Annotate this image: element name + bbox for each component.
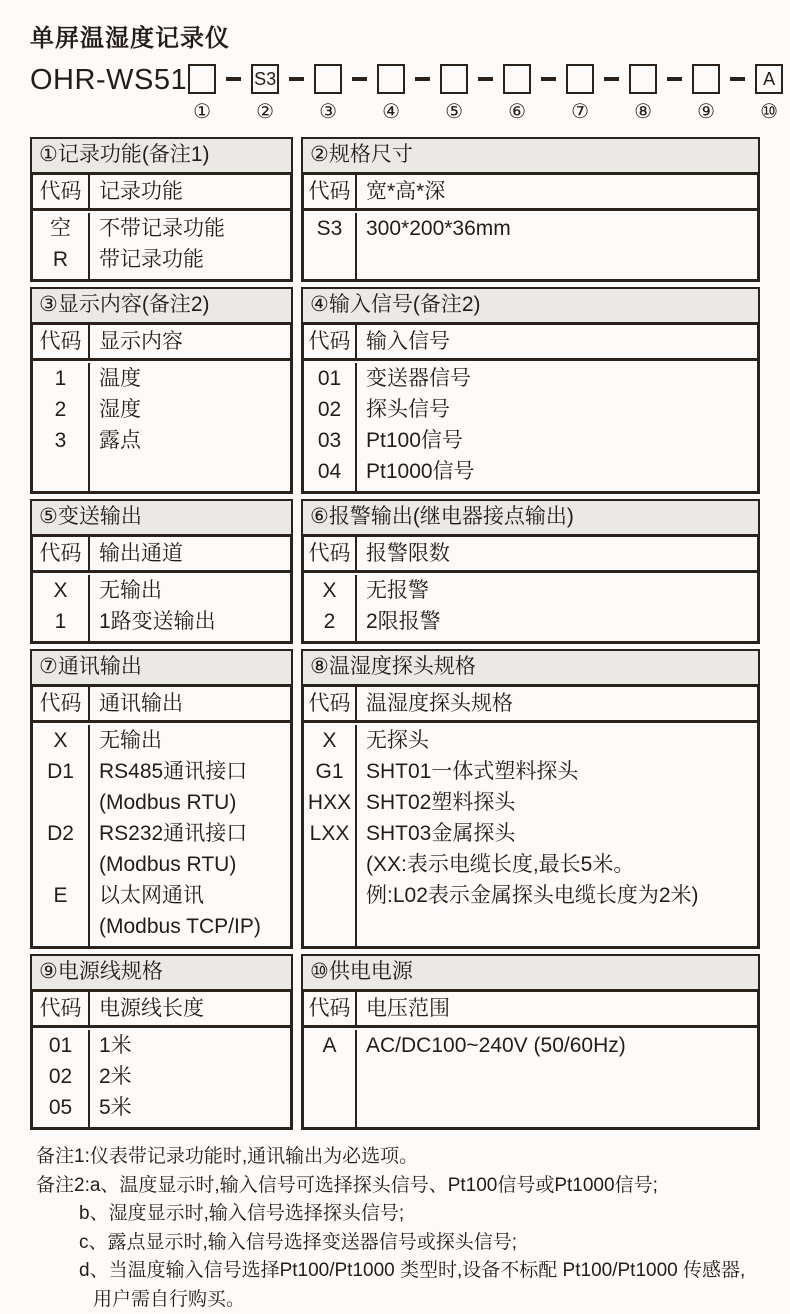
spec-section-2 (30, 287, 760, 494)
table-row (33, 213, 290, 244)
section-table (30, 175, 293, 282)
table-row (33, 818, 290, 880)
table-filler (33, 942, 290, 946)
row-code: 2 (33, 394, 90, 425)
filler-code (33, 1123, 90, 1127)
filler-code (304, 244, 357, 279)
table-body (304, 1028, 757, 1127)
model-slot-9 (692, 64, 720, 123)
desc-line: RS232通讯接口 (90, 818, 290, 849)
filler-code (304, 637, 357, 641)
desc-line: 以太网通讯 (90, 880, 290, 911)
row-code: 02 (304, 394, 357, 425)
desc-line: SHT03金属探头 (357, 818, 757, 849)
section-title: ⑨电源线规格 (30, 954, 293, 992)
row-code: 02 (33, 1061, 90, 1092)
code-column-header: 代码 (304, 325, 357, 358)
desc-line: (Modbus RTU) (90, 849, 290, 880)
table-filler (304, 1061, 757, 1127)
section-table (301, 175, 760, 282)
label-column-header: 温湿度探头规格 (357, 687, 757, 720)
code-column-header: 代码 (33, 175, 90, 208)
row-code: X (33, 575, 90, 606)
table-row (33, 1092, 290, 1123)
row-code: LXX (304, 818, 357, 911)
desc-line: SHT01一体式塑料探头 (357, 756, 757, 787)
label-column-header: 通讯输出 (90, 687, 290, 720)
label-column-header: 记录功能 (90, 175, 290, 208)
row-code: 05 (33, 1092, 90, 1123)
spec-section-1 (30, 137, 760, 282)
filler-desc (357, 637, 757, 641)
table-filler (33, 275, 290, 279)
row-desc (357, 725, 757, 756)
table-row (304, 363, 757, 394)
model-slot-number: ③ (319, 101, 337, 123)
dash-separator (289, 77, 304, 81)
model-slot-box (377, 64, 405, 94)
row-code: S3 (304, 213, 357, 244)
model-slot-box (692, 64, 720, 94)
row-desc (357, 425, 757, 456)
spec-half-left (30, 954, 293, 1130)
desc-line: 无输出 (90, 725, 290, 756)
section-table (30, 992, 293, 1130)
row-desc (90, 213, 290, 244)
column-header-row (33, 687, 290, 723)
row-code: X (33, 725, 90, 756)
desc-line: 300*200*36mm (357, 213, 757, 244)
row-code: 1 (33, 606, 90, 637)
section-title: ⑧温湿度探头规格 (301, 649, 760, 687)
dash-separator (667, 77, 682, 81)
model-slots (187, 64, 788, 123)
section-title: ⑤变送输出 (30, 499, 293, 537)
model-slot-box (314, 64, 342, 94)
row-desc (90, 606, 290, 637)
section-table (30, 325, 293, 494)
desc-line: 无输出 (90, 575, 290, 606)
table-body (33, 723, 290, 946)
desc-line: 2米 (90, 1061, 290, 1092)
row-desc (357, 818, 757, 911)
note-line-5: d、当温度输入信号选择Pt100/Pt1000 类型时,设备不标配 Pt100/Pt1000 传感器, (30, 1257, 762, 1286)
code-column-header: 代码 (304, 687, 357, 720)
filler-code (304, 911, 357, 946)
row-code: 04 (304, 456, 357, 487)
desc-line: 湿度 (90, 394, 290, 425)
desc-line: Pt100信号 (357, 425, 757, 456)
model-slot-number: ⑩ (760, 101, 778, 123)
row-code: A (304, 1030, 357, 1061)
desc-line: (XX:表示电缆长度,最长5米。 (357, 849, 757, 880)
desc-line: (Modbus TCP/IP) (90, 911, 290, 942)
table-body (304, 723, 757, 946)
table-row (304, 1030, 757, 1061)
section-title: ②规格尺寸 (301, 137, 760, 175)
table-filler (304, 637, 757, 641)
model-slot-10 (755, 64, 783, 123)
desc-line: AC/DC100~240V (50/60Hz) (357, 1030, 757, 1061)
model-code-line (30, 64, 762, 128)
row-code: HXX (304, 787, 357, 818)
note-line-3: b、湿度显示时,输入信号选择探头信号; (30, 1200, 762, 1229)
code-column-header: 代码 (33, 325, 90, 358)
filler-desc (90, 1123, 290, 1127)
desc-line: 例:L02表示金属探头电缆长度为2米) (357, 880, 757, 911)
row-desc (90, 1030, 290, 1061)
model-slot-number: ⑤ (445, 101, 463, 123)
row-desc (357, 787, 757, 818)
model-slot-8 (629, 64, 657, 123)
row-code: X (304, 575, 357, 606)
row-code: 1 (33, 363, 90, 394)
spec-half-left (30, 287, 293, 494)
table-body (33, 211, 290, 279)
table-body (33, 1028, 290, 1127)
table-row (33, 725, 290, 756)
column-header-row (304, 992, 757, 1028)
row-desc (357, 394, 757, 425)
row-code: R (33, 244, 90, 275)
section-table (301, 537, 760, 644)
model-slot-box (629, 64, 657, 94)
filler-code (33, 456, 90, 491)
label-column-header: 电源线长度 (90, 992, 290, 1025)
desc-line: 无报警 (357, 575, 757, 606)
table-filler (304, 487, 757, 491)
model-slot-box: A (755, 64, 783, 94)
row-code: 01 (33, 1030, 90, 1061)
table-row (33, 606, 290, 637)
model-slot-box (188, 64, 216, 94)
table-row (304, 425, 757, 456)
row-code: D2 (33, 818, 90, 880)
column-header-row (33, 992, 290, 1028)
table-filler (33, 1123, 290, 1127)
table-body (304, 573, 757, 641)
dash-separator (352, 77, 367, 81)
desc-line: 1米 (90, 1030, 290, 1061)
table-row (33, 1061, 290, 1092)
spec-half-left (30, 137, 293, 282)
table-row (33, 756, 290, 818)
spec-section-4 (30, 649, 760, 949)
row-desc (357, 363, 757, 394)
desc-line: 无探头 (357, 725, 757, 756)
dash-separator (730, 77, 745, 81)
section-title: ③显示内容(备注2) (30, 287, 293, 325)
model-slot-number: ④ (382, 101, 400, 123)
row-code: G1 (304, 756, 357, 787)
desc-line: 不带记录功能 (90, 213, 290, 244)
desc-line: 探头信号 (357, 394, 757, 425)
filler-code (33, 942, 90, 946)
filler-code (33, 275, 90, 279)
desc-line: 2限报警 (357, 606, 757, 637)
note-line-4: c、露点显示时,输入信号选择变送器信号或探头信号; (30, 1229, 762, 1258)
filler-desc (90, 456, 290, 491)
table-row (33, 880, 290, 942)
filler-code (33, 637, 90, 641)
row-desc (90, 425, 290, 456)
table-filler (33, 456, 290, 491)
page-title: 单屏温湿度记录仪 (30, 18, 762, 53)
table-body (33, 361, 290, 491)
table-row (33, 575, 290, 606)
table-row (304, 756, 757, 787)
table-row (33, 425, 290, 456)
filler-desc (357, 487, 757, 491)
model-slot-1 (188, 64, 216, 123)
row-desc (90, 575, 290, 606)
row-desc (357, 456, 757, 487)
spec-section-3 (30, 499, 760, 644)
row-code: 3 (33, 425, 90, 456)
label-column-header: 显示内容 (90, 325, 290, 358)
table-row (33, 244, 290, 275)
desc-line: Pt1000信号 (357, 456, 757, 487)
column-header-row (33, 325, 290, 361)
spec-half-right (301, 287, 760, 494)
spec-half-left (30, 649, 293, 949)
row-desc (90, 363, 290, 394)
row-desc (357, 1030, 757, 1061)
table-row (304, 213, 757, 244)
column-header-row (304, 175, 757, 211)
model-slot-box: S3 (251, 64, 279, 94)
code-column-header: 代码 (33, 687, 90, 720)
row-code: E (33, 880, 90, 942)
row-desc (357, 756, 757, 787)
row-code: X (304, 725, 357, 756)
filler-code (304, 1061, 357, 1127)
table-body (304, 361, 757, 491)
code-column-header: 代码 (33, 992, 90, 1025)
table-row (304, 575, 757, 606)
model-slot-number: ⑥ (508, 101, 526, 123)
table-filler (304, 911, 757, 946)
code-column-header: 代码 (304, 992, 357, 1025)
table-filler (33, 637, 290, 641)
model-slot-number: ② (256, 101, 274, 123)
spec-half-left (30, 499, 293, 644)
section-title: ⑥报警输出(继电器接点输出) (301, 499, 760, 537)
row-desc (357, 575, 757, 606)
model-slot-3 (314, 64, 342, 123)
model-slot-box (503, 64, 531, 94)
spec-sections (30, 137, 760, 1130)
row-desc (90, 756, 290, 818)
table-row (304, 725, 757, 756)
section-table (30, 537, 293, 644)
dash-separator (415, 77, 430, 81)
model-slot-7 (566, 64, 594, 123)
desc-line: 5米 (90, 1092, 290, 1123)
row-code: 2 (304, 606, 357, 637)
model-prefix: OHR-WS51 (30, 64, 187, 97)
row-desc (357, 606, 757, 637)
table-row (304, 787, 757, 818)
desc-line: SHT02塑料探头 (357, 787, 757, 818)
note-line-1: 备注1:仪表带记录功能时,通讯输出为必选项。 (30, 1143, 762, 1172)
table-row (33, 1030, 290, 1061)
section-title: ④输入信号(备注2) (301, 287, 760, 325)
column-header-row (33, 537, 290, 573)
section-title: ⑦通讯输出 (30, 649, 293, 687)
filler-desc (357, 911, 757, 946)
spec-half-right (301, 954, 760, 1130)
dash-separator (226, 77, 241, 81)
spec-half-right (301, 649, 760, 949)
row-code: 01 (304, 363, 357, 394)
label-column-header: 报警限数 (357, 537, 757, 570)
model-slot-4 (377, 64, 405, 123)
section-table (301, 687, 760, 949)
notes (30, 1143, 762, 1314)
desc-line: (Modbus RTU) (90, 787, 290, 818)
row-code: D1 (33, 756, 90, 818)
table-row (304, 394, 757, 425)
table-body (304, 211, 757, 279)
label-column-header: 宽*高*深 (357, 175, 757, 208)
table-filler (304, 244, 757, 279)
table-row (33, 363, 290, 394)
model-slot-box (440, 64, 468, 94)
dash-separator (478, 77, 493, 81)
filler-code (304, 487, 357, 491)
model-slot-2 (251, 64, 279, 123)
table-row (33, 394, 290, 425)
desc-line: 露点 (90, 425, 290, 456)
label-column-header: 电压范围 (357, 992, 757, 1025)
desc-line: 带记录功能 (90, 244, 290, 275)
row-desc (90, 1061, 290, 1092)
model-slot-6 (503, 64, 531, 123)
row-desc (90, 880, 290, 942)
model-slot-number: ⑧ (634, 101, 652, 123)
model-slot-number: ⑦ (571, 101, 589, 123)
column-header-row (33, 175, 290, 211)
table-body (33, 573, 290, 641)
section-title: ⑩供电电源 (301, 954, 760, 992)
model-slot-number: ① (193, 101, 211, 123)
note-line-6: 用户需自行购买。 (30, 1286, 762, 1314)
code-column-header: 代码 (33, 537, 90, 570)
note-line-2: 备注2:a、温度显示时,输入信号可选择探头信号、Pt100信号或Pt1000信号; (30, 1172, 762, 1201)
model-slot-number: ⑨ (697, 101, 715, 123)
desc-line: 变送器信号 (357, 363, 757, 394)
model-slot-5 (440, 64, 468, 123)
row-desc (90, 1092, 290, 1123)
row-desc (357, 213, 757, 244)
filler-desc (90, 942, 290, 946)
row-desc (90, 244, 290, 275)
dash-separator (604, 77, 619, 81)
label-column-header: 输出通道 (90, 537, 290, 570)
filler-desc (357, 1061, 757, 1127)
row-desc (90, 818, 290, 880)
section-title: ①记录功能(备注1) (30, 137, 293, 175)
row-code: 空 (33, 213, 90, 244)
column-header-row (304, 325, 757, 361)
filler-desc (90, 637, 290, 641)
spec-half-right (301, 137, 760, 282)
row-desc (90, 725, 290, 756)
column-header-row (304, 687, 757, 723)
table-row (304, 456, 757, 487)
code-column-header: 代码 (304, 175, 357, 208)
column-header-row (304, 537, 757, 573)
label-column-header: 输入信号 (357, 325, 757, 358)
filler-desc (90, 275, 290, 279)
section-table (301, 992, 760, 1130)
desc-line: 1路变送输出 (90, 606, 290, 637)
row-code: 03 (304, 425, 357, 456)
spec-section-5 (30, 954, 760, 1130)
section-table (301, 325, 760, 494)
code-column-header: 代码 (304, 537, 357, 570)
section-table (30, 687, 293, 949)
table-row (304, 818, 757, 911)
filler-desc (357, 244, 757, 279)
row-desc (90, 394, 290, 425)
dash-separator (541, 77, 556, 81)
desc-line: RS485通讯接口 (90, 756, 290, 787)
spec-half-right (301, 499, 760, 644)
desc-line: 温度 (90, 363, 290, 394)
table-row (304, 606, 757, 637)
model-slot-box (566, 64, 594, 94)
